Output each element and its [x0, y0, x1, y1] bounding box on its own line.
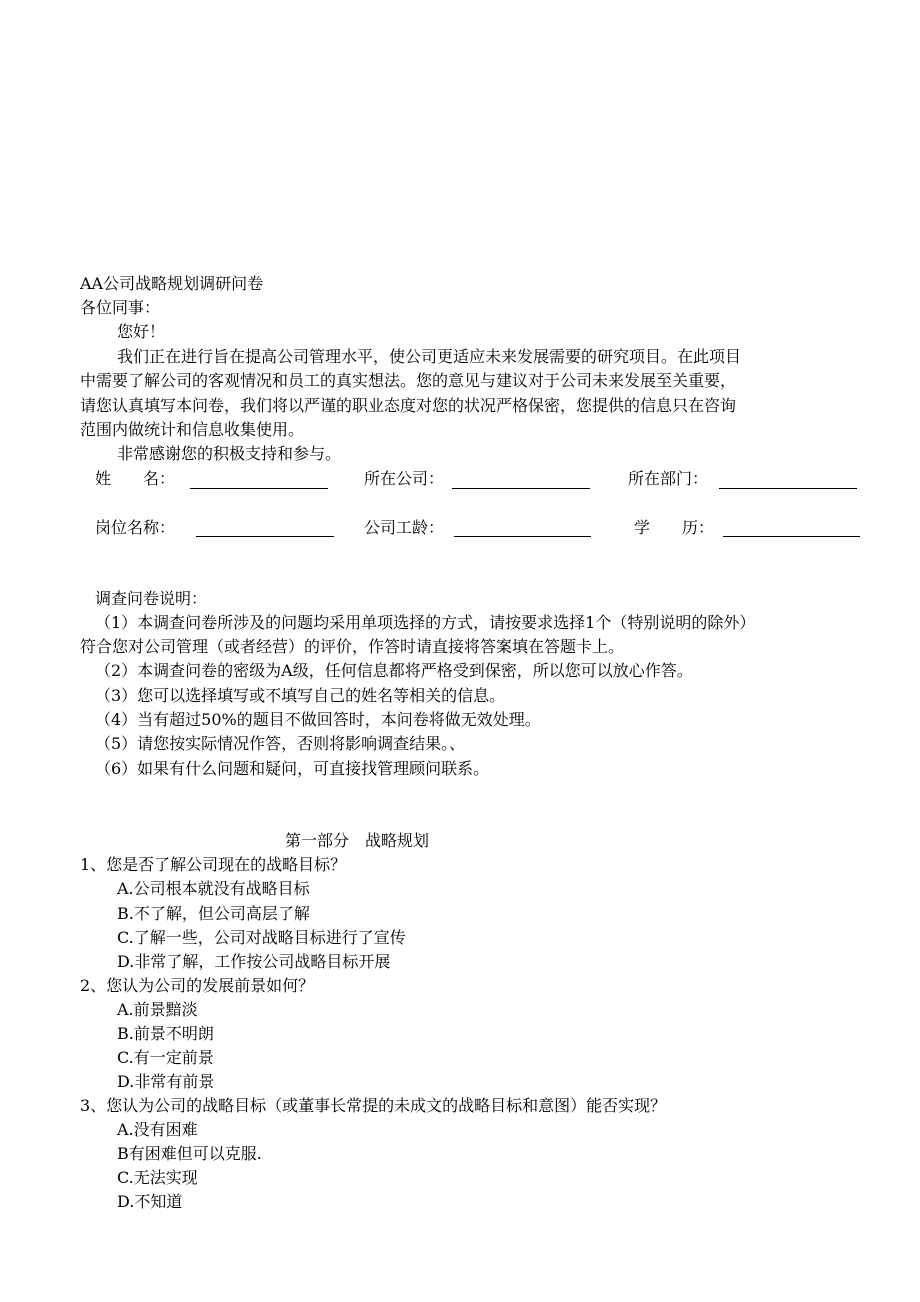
- option-b[interactable]: B.前景不明朗: [117, 1024, 214, 1043]
- intro-line: 我们正在进行旨在提高公司管理水平，使公司更适应未来发展需要的研究项目。在此项目: [117, 347, 742, 366]
- greeting: 您好！: [117, 322, 166, 341]
- option-a[interactable]: A.没有困难: [117, 1120, 198, 1139]
- name-label: 姓 名：: [95, 469, 176, 488]
- instruction-item: （4）当有超过50%的题目不做回答时，本问卷将做无效处理。: [95, 710, 541, 729]
- thanks-line: 非常感谢您的积极支持和参与。: [117, 444, 342, 463]
- department-label: 所在部门：: [628, 469, 709, 488]
- option-a[interactable]: A.公司根本就没有战略目标: [117, 879, 310, 898]
- intro-line: 中需要了解公司的客观情况和员工的真实想法。您的意见与建议对于公司未来发展至关重要，: [80, 371, 737, 390]
- question-text: 3、您认为公司的战略目标（或董事长常提的未成文的战略目标和意图）能否实现？: [80, 1096, 667, 1115]
- education-field[interactable]: [723, 536, 860, 537]
- question-text: 1、您是否了解公司现在的战略目标？: [80, 855, 347, 874]
- company-field[interactable]: [452, 488, 590, 489]
- education-label: 学 历：: [634, 518, 715, 537]
- department-field[interactable]: [719, 488, 857, 489]
- instructions-heading: 调查问卷说明：: [95, 589, 208, 608]
- option-b[interactable]: B.不了解，但公司高层了解: [117, 904, 310, 923]
- instruction-item: （3）您可以选择填写或不填写自己的姓名等相关的信息。: [95, 686, 506, 705]
- document-title: AA公司战略规划调研问卷: [80, 274, 264, 293]
- instruction-item: （5）请您按实际情况作答，否则将影响调查结果。、: [95, 734, 466, 753]
- tenure-field[interactable]: [454, 536, 591, 537]
- intro-line: 范围内做统计和信息收集使用。: [80, 420, 305, 439]
- intro-line: 请您认真填写本问卷，我们将以严谨的职业态度对您的状况严格保密，您提供的信息只在咨询: [80, 396, 737, 415]
- option-a[interactable]: A.前景黯淡: [117, 1000, 198, 1019]
- option-d[interactable]: D.非常有前景: [117, 1072, 215, 1091]
- instruction-item: （2）本调查问卷的密级为A级，任何信息都将严格受到保密，所以您可以放心作答。: [95, 661, 693, 680]
- tenure-label: 公司工龄：: [364, 518, 445, 537]
- position-field[interactable]: [196, 536, 334, 537]
- option-c[interactable]: C.无法实现: [117, 1168, 198, 1187]
- position-label: 岗位名称：: [95, 518, 176, 537]
- instruction-item: 符合您对公司管理（或者经营）的评价，作答时请直接将答案填在答题卡上。: [80, 637, 625, 656]
- option-c[interactable]: C.有一定前景: [117, 1048, 214, 1067]
- company-label: 所在公司：: [364, 469, 445, 488]
- instruction-item: （1）本调查问卷所涉及的问题均采用单项选择的方式，请按要求选择1个（特别说明的除外）: [95, 613, 756, 632]
- section-title: 第一部分 战略规划: [285, 831, 430, 850]
- option-d[interactable]: D.非常了解，工作按公司战略目标开展: [117, 952, 391, 971]
- option-b[interactable]: B有困难但可以克服.: [117, 1144, 262, 1163]
- option-d[interactable]: D.不知道: [117, 1192, 183, 1211]
- salutation: 各位同事：: [80, 298, 161, 317]
- question-text: 2、您认为公司的发展前景如何？: [80, 976, 315, 995]
- option-c[interactable]: C.了解一些，公司对战略目标进行了宣传: [117, 928, 406, 947]
- instruction-item: （6）如果有什么问题和疑问，可直接找管理顾问联系。: [95, 759, 490, 778]
- name-field[interactable]: [190, 488, 328, 489]
